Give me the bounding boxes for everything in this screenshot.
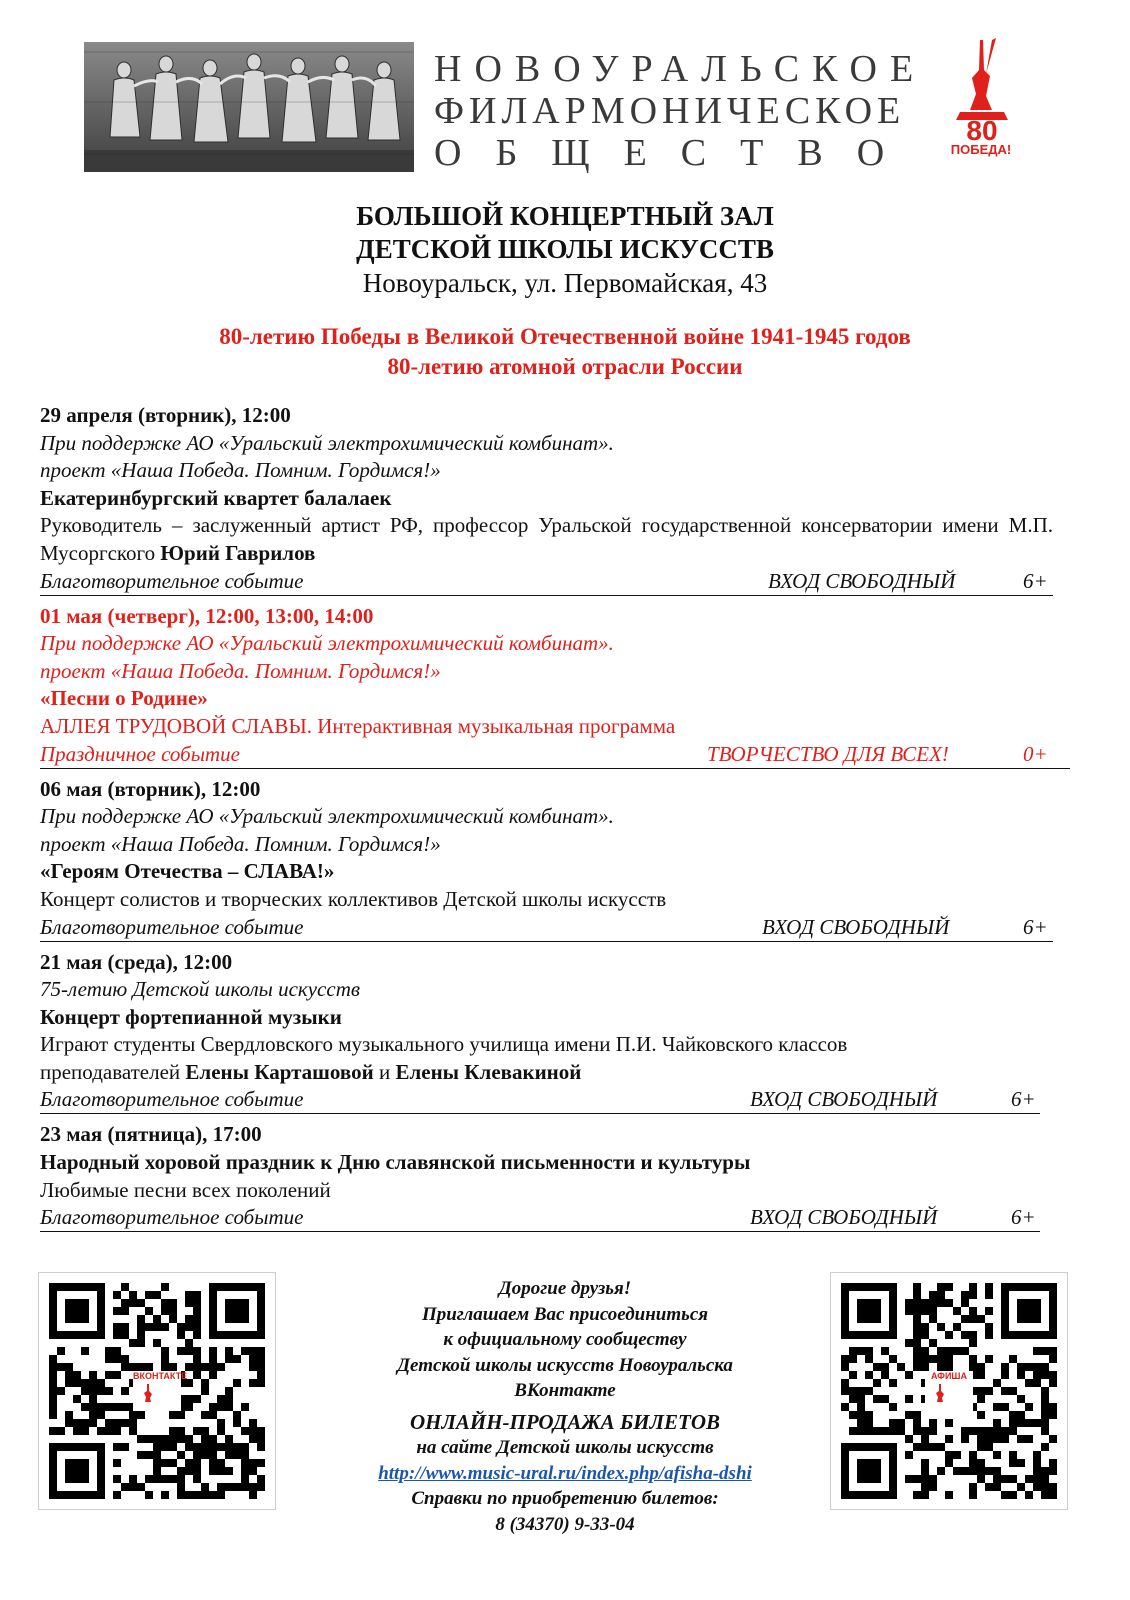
event-description-bold: Юрий Гаврилов	[160, 540, 316, 565]
dedication-line-1: 80-летию Победы в Великой Отечественной войне 1941-1945 годов	[219, 324, 911, 349]
event-description: АЛЛЕЯ ТРУДОВОЙ СЛАВЫ. Интерактивная музыкальная программа	[40, 713, 676, 738]
organization-name	[434, 48, 934, 174]
event-2	[40, 603, 1070, 769]
tickets-phone: 8 (34370) 9-33-04	[495, 1513, 635, 1535]
event-title: Народный хоровой праздник к Дню славянской письменности и культуры	[40, 1150, 751, 1175]
event-title: «Героям Отечества – СЛАВА!»	[40, 859, 335, 884]
event-footer	[40, 741, 1070, 769]
dancing-muses-engraving	[84, 42, 414, 172]
event-entry: ВХОД СВОБОДНЫЙ	[768, 568, 956, 593]
event-kind: Благотворительное событие	[40, 1205, 304, 1230]
qr-label-vkontakte-text: ВКОНТАКТЕ	[133, 1371, 188, 1381]
event-entry: ВХОД СВОБОДНЫЙ	[762, 914, 950, 939]
event-date: 01 мая (четверг), 12:00, 13:00, 14:00	[40, 603, 374, 628]
qr-label-afisha-text: АФИША	[931, 1371, 967, 1381]
dedication-line-2: 80-летию атомной отрасли России	[387, 354, 743, 379]
event-title: Концерт фортепианной музыки	[40, 1004, 342, 1029]
event-1	[40, 402, 1070, 596]
event-5	[40, 1121, 1070, 1232]
event-age-rating: 6+	[1011, 1205, 1036, 1230]
event-date: 29 апреля (вторник), 12:00	[40, 403, 291, 427]
qr-label-afisha	[925, 1371, 973, 1411]
event-date: 06 мая (вторник), 12:00	[40, 776, 261, 801]
org-name-line-2: ФИЛАРМОНИЧЕСКОЕ	[434, 90, 906, 132]
event-footer	[40, 1204, 1040, 1232]
event-age-rating: 0+	[1023, 741, 1048, 766]
teacher-name-1: Елены Карташовой	[185, 1059, 374, 1084]
event-description: Играют студенты Свердловского музыкального училища имени П.И. Чайковского классов	[40, 1032, 848, 1057]
event-date: 21 мая (среда), 12:00	[40, 949, 233, 974]
tickets-info: Справки по приобретению билетов:	[411, 1488, 719, 1509]
event-project: проект «Наша Победа. Помним. Гордимся!»	[40, 831, 441, 856]
event-4	[40, 949, 1070, 1115]
org-name-line-3: ОБЩЕСТВО	[434, 132, 919, 174]
event-footer	[40, 568, 1053, 596]
venue-block	[0, 200, 1130, 300]
invitation-block	[300, 1276, 830, 1537]
venue-address: Новоуральск, ул. Первомайская, 43	[362, 268, 768, 298]
event-description-2-mid: и	[378, 1059, 391, 1084]
event-description-2	[40, 1059, 1070, 1087]
event-kind: Праздничное событие	[40, 741, 240, 766]
event-support: При поддержке АО «Уральский электрохимический комбинат».	[40, 631, 614, 656]
events-list	[40, 402, 1070, 1239]
header	[84, 42, 1024, 172]
org-name-line-1: НОВОУРАЛЬСКОЕ	[434, 48, 927, 90]
event-footer	[40, 1086, 1040, 1114]
event-description: Любимые песни всех поколений	[40, 1177, 331, 1202]
invite-line-5: ВКонтакте	[514, 1380, 616, 1401]
event-project: проект «Наша Победа. Помним. Гордимся!»	[40, 658, 441, 683]
victory-number: 80	[966, 115, 998, 144]
tickets-site: на сайте Детской школы искусств	[416, 1437, 714, 1458]
event-description: Концерт солистов и творческих коллективов Детской школы искусств	[40, 886, 667, 911]
dedication	[0, 322, 1130, 382]
qr-code-vkontakte[interactable]	[38, 1272, 276, 1510]
event-description-text: Руководитель – заслуженный артист РФ, профессор Уральской государственной консерватории имени М.П. Мусоргского	[40, 513, 1053, 565]
event-kind: Благотворительное событие	[40, 1087, 304, 1112]
event-support: При поддержке АО «Уральский электрохимический комбинат».	[40, 804, 614, 829]
tickets-title: ОНЛАЙН-ПРОДАЖА БИЛЕТОВ	[409, 1409, 721, 1434]
event-entry: ТВОРЧЕСТВО ДЛЯ ВСЕХ!	[707, 741, 949, 766]
event-project: проект «Наша Победа. Помним. Гордимся!»	[40, 458, 441, 483]
event-entry: ВХОД СВОБОДНЫЙ	[750, 1205, 938, 1230]
event-title: Екатеринбургский квартет балалаек	[40, 485, 392, 510]
invite-greeting: Дорогие друзья!	[498, 1278, 632, 1299]
event-3	[40, 776, 1070, 942]
qr-label-vkontakte	[133, 1371, 188, 1411]
victory-80-logo	[946, 36, 1018, 176]
event-kind: Благотворительное событие	[40, 568, 304, 593]
event-description-2-pre: преподавателей	[40, 1059, 181, 1084]
victory-caption: ПОБЕДА!	[950, 142, 1012, 157]
venue-title-line-1: БОЛЬШОЙ КОНЦЕРТНЫЙ ЗАЛ	[356, 201, 774, 231]
event-footer	[40, 914, 1053, 942]
invite-line-2: Приглашаем Вас присоединиться	[421, 1303, 709, 1325]
tickets-url-link[interactable]: http://www.music-ural.ru/index.php/afisha-dshi	[378, 1462, 752, 1484]
event-title: «Песни о Родине»	[40, 686, 208, 711]
qr-code-afisha[interactable]	[830, 1272, 1068, 1510]
event-age-rating: 6+	[1023, 914, 1048, 939]
venue-title-line-2: ДЕТСКОЙ ШКОЛЫ ИСКУССТВ	[356, 234, 774, 264]
event-age-rating: 6+	[1023, 568, 1048, 593]
event-kind: Благотворительное событие	[40, 914, 304, 939]
event-support: При поддержке АО «Уральский электрохимический комбинат».	[40, 430, 614, 455]
invite-line-3: к официальному сообществу	[443, 1329, 687, 1350]
event-entry: ВХОД СВОБОДНЫЙ	[750, 1087, 938, 1112]
invite-line-4: Детской школы искусств Новоуральска	[397, 1354, 733, 1376]
event-age-rating: 6+	[1011, 1087, 1036, 1112]
event-note: 75-летию Детской школы искусств	[40, 977, 360, 1002]
event-date: 23 мая (пятница), 17:00	[40, 1122, 262, 1147]
teacher-name-2: Елены Клевакиной	[395, 1059, 582, 1084]
event-description	[40, 512, 1053, 567]
